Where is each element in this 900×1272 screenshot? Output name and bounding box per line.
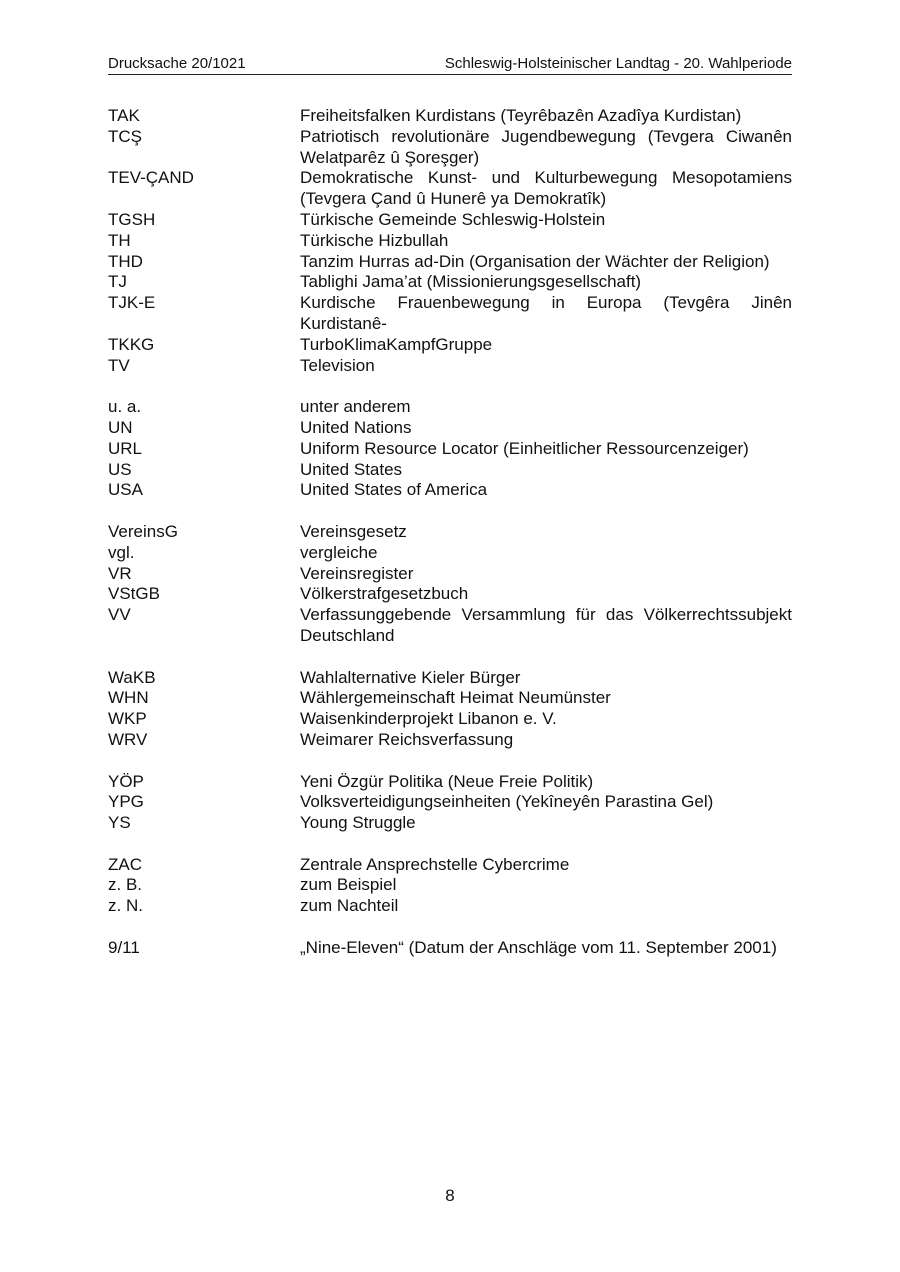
abbreviation-definition: Television <box>300 355 375 375</box>
abbreviation-term: YPG <box>108 792 144 812</box>
abbreviation-term: u. a. <box>108 397 142 417</box>
abbreviation-row <box>108 584 792 605</box>
abbreviation-row <box>108 418 792 439</box>
abbreviation-row <box>108 730 792 751</box>
abbreviation-term: z. N. <box>108 896 143 916</box>
abbreviation-row <box>108 168 792 210</box>
abbreviation-definition: United States <box>300 459 403 479</box>
abbreviation-row <box>108 772 792 793</box>
abbreviation-row <box>108 668 792 689</box>
abbreviation-term: 9/11 <box>108 937 140 957</box>
abbreviation-term: US <box>108 459 132 479</box>
abbreviation-term: TCŞ <box>108 126 142 146</box>
abbreviation-term: THD <box>108 251 143 271</box>
abbreviation-group <box>108 772 792 834</box>
abbreviation-definition: Völkerstrafgesetzbuch <box>300 584 469 604</box>
abbreviation-definition: Demokratische Kunst- und Kulturbewegung Mesopotamiens (Tevgera Çand û Hunerê ya Demokratîk) <box>300 168 792 209</box>
abbreviation-group <box>108 522 792 647</box>
abbreviation-definition: Tablighi Jama’at (Missionierungsgesellschaft) <box>300 272 642 292</box>
abbreviation-definition: zum Beispiel <box>300 875 397 895</box>
abbreviation-row <box>108 855 792 876</box>
abbreviation-row <box>108 356 792 377</box>
abbreviation-row <box>108 875 792 896</box>
abbreviation-definition: Freiheitsfalken Kurdistans (Teyrêbazên Azadîya Kurdistan) <box>300 106 742 125</box>
abbreviation-row <box>108 397 792 418</box>
abbreviation-row <box>108 709 792 730</box>
abbreviation-row <box>108 543 792 564</box>
abbreviation-definition: Vereinsregister <box>300 563 414 583</box>
document-number: Drucksache 20/1021 <box>108 55 246 72</box>
abbreviation-term: VereinsG <box>108 521 178 541</box>
abbreviation-term: WaKB <box>108 667 156 687</box>
abbreviation-row <box>108 813 792 834</box>
abbreviation-term: TH <box>108 230 131 250</box>
abbreviation-definition: United Nations <box>300 417 412 437</box>
abbreviation-row <box>108 792 792 813</box>
abbreviation-row <box>108 688 792 709</box>
abbreviation-row <box>108 231 792 252</box>
parliament-title: Schleswig-Holsteinischer Landtag - 20. Wahlperiode <box>444 55 792 72</box>
abbreviation-definition: United States of America <box>300 480 488 500</box>
abbreviation-term: VStGB <box>108 584 160 604</box>
abbreviation-row <box>108 605 792 647</box>
abbreviation-term: WKP <box>108 709 147 729</box>
page-number: 8 <box>445 1186 455 1205</box>
abbreviation-definition: Wählergemeinschaft Heimat Neumünster <box>300 688 611 708</box>
abbreviation-row <box>108 293 792 335</box>
abbreviation-row <box>108 439 792 460</box>
abbreviation-definition: Zentrale Ansprechstelle Cybercrime <box>300 854 570 874</box>
abbreviation-definition: TurboKlimaKampfGruppe <box>300 334 493 354</box>
abbreviation-row <box>108 460 792 481</box>
abbreviation-row <box>108 106 792 127</box>
abbreviation-group <box>108 106 792 376</box>
abbreviation-definition: vergleiche <box>300 542 378 562</box>
abbreviation-group <box>108 855 792 917</box>
abbreviation-list <box>108 106 792 979</box>
abbreviation-term: VR <box>108 563 132 583</box>
abbreviation-term: TV <box>108 355 130 375</box>
abbreviation-term: ZAC <box>108 854 142 874</box>
abbreviation-row <box>108 896 792 917</box>
abbreviation-term: WHN <box>108 688 149 708</box>
abbreviation-term: TJ <box>108 272 127 292</box>
abbreviation-definition: „Nine-Eleven“ (Datum der Anschläge vom 11. September 2001) <box>300 937 777 957</box>
abbreviation-definition: Yeni Özgür Politika (Neue Freie Politik) <box>300 771 594 791</box>
abbreviation-definition: Young Struggle <box>300 813 416 833</box>
abbreviation-row <box>108 938 792 959</box>
abbreviation-definition: Verfassunggebende Versammlung für das Völkerrechtssubjekt Deutschland <box>300 605 792 645</box>
abbreviation-definition: Weimarer Reichsverfassung <box>300 729 514 749</box>
abbreviation-term: z. B. <box>108 875 143 895</box>
abbreviation-row <box>108 272 792 293</box>
abbreviation-term: TGSH <box>108 209 156 229</box>
abbreviation-term: WRV <box>108 729 148 749</box>
abbreviation-term: vgl. <box>108 542 135 562</box>
abbreviation-definition: Vereinsgesetz <box>300 521 407 541</box>
abbreviation-row <box>108 252 792 273</box>
page-header <box>108 54 792 75</box>
abbreviation-row <box>108 480 792 501</box>
abbreviation-row <box>108 127 792 169</box>
abbreviation-definition: Uniform Resource Locator (Einheitlicher Ressourcenzeiger) <box>300 438 749 458</box>
abbreviation-definition: Patriotisch revolutionäre Jugendbewegung (Tevgera Ciwanên Welatparêz û Şoreşger) <box>300 126 792 167</box>
abbreviation-term: YS <box>108 813 131 833</box>
abbreviation-definition: Türkische Hizbullah <box>300 230 449 250</box>
abbreviation-term: UN <box>108 417 133 437</box>
abbreviation-group <box>108 938 792 959</box>
abbreviation-term: URL <box>108 438 143 458</box>
abbreviation-term: TKKG <box>108 334 155 354</box>
abbreviation-term: USA <box>108 480 143 500</box>
abbreviation-term: YÖP <box>108 771 144 791</box>
abbreviation-definition: Volksverteidigungseinheiten (Yekîneyên Parastina Gel) <box>300 792 714 812</box>
abbreviation-term: TEV-ÇAND <box>108 168 194 188</box>
abbreviation-definition: Tanzim Hurras ad-Din (Organisation der Wächter der Religion) <box>300 251 770 271</box>
abbreviation-term: TJK-E <box>108 293 156 313</box>
abbreviation-definition: Waisenkinderprojekt Libanon e. V. <box>300 709 557 729</box>
abbreviation-definition: Wahlalternative Kieler Bürger <box>300 667 521 687</box>
abbreviation-term: TAK <box>108 106 140 125</box>
abbreviation-definition: Kurdische Frauenbewegung in Europa (Tevgêra Jinên Kurdistanê- <box>300 293 792 333</box>
abbreviation-group <box>108 668 792 751</box>
abbreviation-row <box>108 522 792 543</box>
abbreviation-row <box>108 210 792 231</box>
abbreviation-term: VV <box>108 605 131 625</box>
abbreviation-definition: Türkische Gemeinde Schleswig-Holstein <box>300 209 606 229</box>
abbreviation-definition: unter anderem <box>300 397 411 417</box>
abbreviation-row <box>108 564 792 585</box>
abbreviation-row <box>108 335 792 356</box>
abbreviation-definition: zum Nachteil <box>300 896 399 916</box>
abbreviation-group <box>108 397 792 501</box>
